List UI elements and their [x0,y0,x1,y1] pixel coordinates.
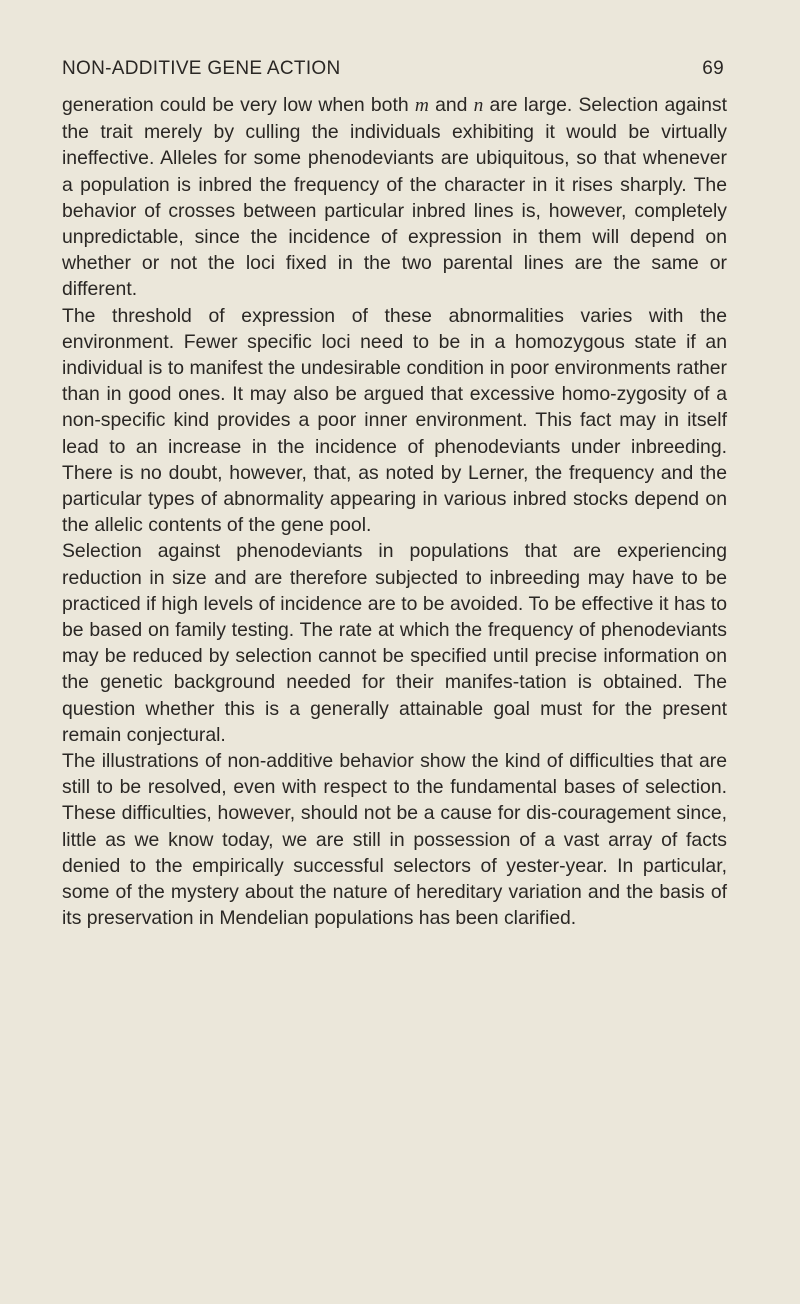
running-title: NON-ADDITIVE GENE ACTION [62,58,341,79]
running-header [62,58,724,80]
paragraph-1-text-a: generation could be very low when both [62,94,415,116]
paragraph-1-text-c: are large. Selection against the trait merely by culling the individuals exhibiting it would be virtually ineffective. Alleles for some phenodeviants are ubiquitous, so that whenever a population is inbred the frequency of the character in it rises sharply. The behavior of crosses between particular inbred lines is, however, completely unpredictable, since the incidence of expression in them will depend on whether or not the loci fixed in the two parental lines are the same or different. [62,94,727,301]
variable-m: m [414,95,429,116]
paragraph-3: Selection against phenodeviants in populations that are experiencing reduction in size and are therefore subjected to inbreeding may have to be practiced if high levels of incidence are to be avoided. To be effective it has to be based on family testing. The rate at which the frequency of phenodeviants may be reduced by selection cannot be specified until precise information on the genetic background needed for their manifes-tation is obtained. The question whether this is a generally attainable goal must for the present remain conjectural. [62,540,727,746]
paragraph-2: The threshold of expression of these abnormalities varies with the environment. Fewer specific loci need to be in a homozygous state if an individual is to manifest the undesirable condition in poor environments rather than in good ones. It may also be argued that excessive homo-zygosity of a non-specific kind provides a poor inner environment. This fact may in itself lead to an increase in the incidence of phenodeviants under inbreeding. There is no doubt, however, that, as noted by Lerner, the frequency and the particular types of abnormality appearing in various inbred stocks depend on the allelic contents of the gene pool. [62,304,727,537]
paragraph-1 [62,92,727,303]
page-number: 69 [702,58,724,79]
paragraph-4: The illustrations of non-additive behavior show the kind of difficulties that are still to be resolved, even with respect to the fundamental bases of selection. These difficulties, however, should not be a cause for dis-couragement since, little as we know today, we are still in possession of a vast array of facts denied to the empirically successful selectors of yester-year. In particular, some of the mystery about the nature of hereditary variation and the basis of its preservation in Mendelian populations has been clarified. [62,750,727,930]
variable-n: n [473,95,484,116]
paragraph-1-text-b: and [428,94,474,116]
body-text [62,92,727,932]
